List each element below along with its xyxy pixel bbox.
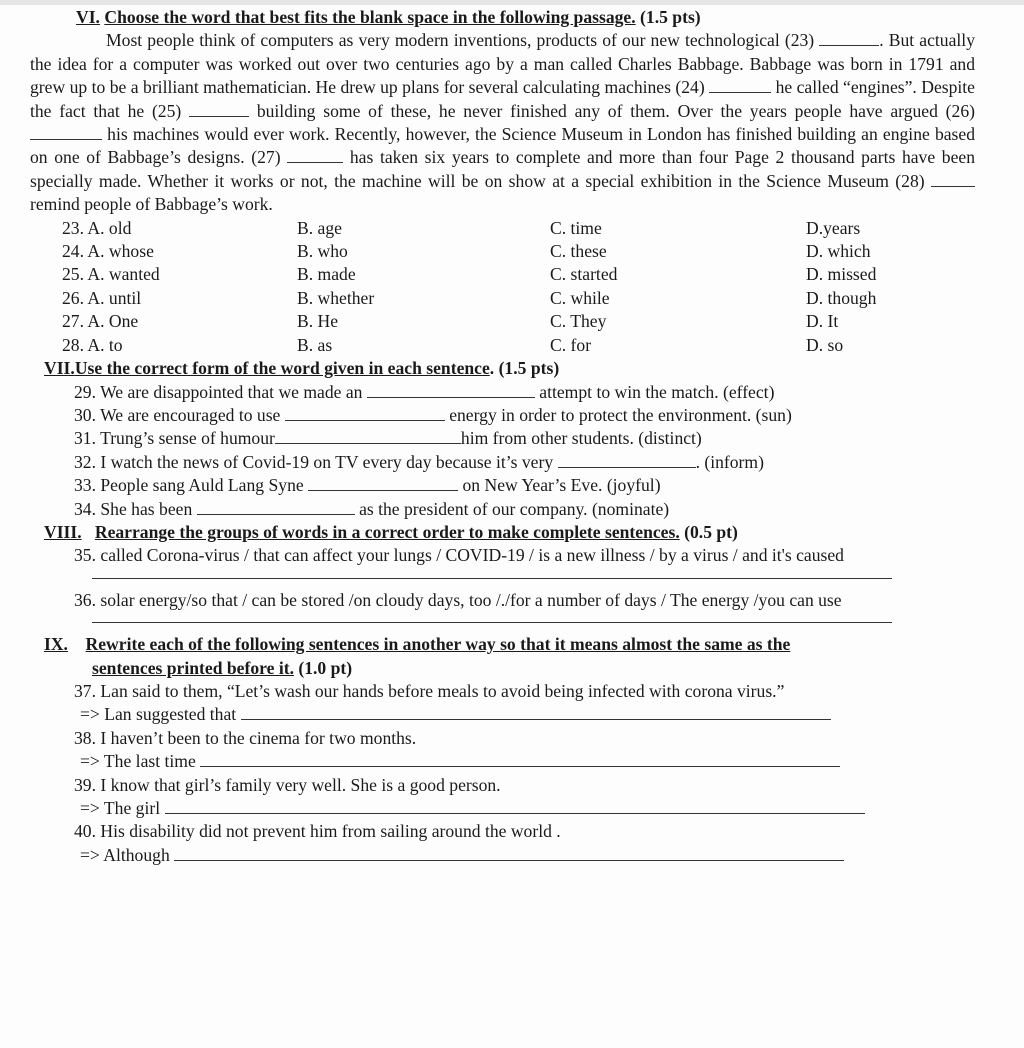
section-viii-title: Rearrange the groups of words in a correct order to make complete sentences. [94, 521, 680, 542]
section-vi-title: Choose the word that best fits the blank space in the following passage. [104, 7, 636, 27]
answer-blank[interactable] [165, 798, 865, 814]
passage-part-7: remind people of Babbage’s work. [30, 194, 273, 215]
passage-part-6: has taken six years to complete and more than four Page 2 thousand parts have been specially made. Whether it works or not, the machine will be on show at a special exhibition in the Science Museum (28) [30, 147, 975, 191]
answer-prompt: => The girl [80, 798, 161, 818]
passage-part-2: . But actually the idea for a computer was worked out over two centuries ago by a man called Charles Babbage. Babbage was born in 1791 and grew up to be a brilliant mathematician. He drew up plans for several calculating machines (24) [30, 30, 975, 98]
question-row [62, 287, 966, 310]
rewrite-answer [30, 750, 975, 773]
item-text: 32. I watch the news of Covid-19 on TV every day because it’s very [74, 451, 554, 472]
section-vi-heading [76, 6, 975, 29]
option-b[interactable]: B. as [297, 334, 333, 355]
question-row [62, 310, 966, 333]
option-d[interactable]: D. though [806, 287, 877, 308]
option-b[interactable]: B. He [297, 311, 339, 332]
section-ix-title-line-1: Rewrite each of the following sentences in another way so that it means almost the same as the [85, 634, 791, 655]
answer-blank[interactable] [174, 845, 844, 861]
options-table [62, 217, 966, 357]
option-c[interactable]: C. time [550, 217, 602, 238]
word-form-item [30, 451, 975, 474]
blank-25[interactable] [189, 101, 249, 117]
section-vii-heading [44, 357, 975, 380]
option-a[interactable]: 27. A. One [62, 311, 139, 332]
option-d[interactable]: D. missed [806, 264, 877, 285]
blank-24[interactable] [709, 77, 771, 93]
option-d[interactable]: D. so [806, 334, 844, 355]
blank-26[interactable] [30, 124, 102, 140]
section-vii-number: VII. [44, 358, 75, 379]
blank-27[interactable] [287, 147, 343, 163]
item-text: 31. Trung’s sense of humour [74, 428, 275, 449]
rearrange-item: 35. called Corona-virus / that can affect your lungs / COVID-19 / is a new illness / by a virus / and it's caused [74, 545, 844, 566]
question-row [62, 240, 966, 263]
answer-blank[interactable] [308, 475, 458, 491]
rewrite-answer [30, 844, 975, 867]
option-a[interactable]: 26. A. until [62, 287, 142, 308]
word-form-item [30, 427, 975, 450]
answer-prompt: => The last time [80, 751, 196, 772]
section-ix-points: (1.0 pt) [298, 657, 353, 678]
passage-part-4: building some of these, he never finished any of them. Over the years people have argued (26) [256, 100, 975, 121]
answer-blank[interactable] [367, 382, 535, 398]
item-text: 29. We are disappointed that we made an [74, 381, 363, 402]
question-row [62, 334, 966, 357]
answer-blank[interactable] [200, 751, 840, 767]
blank-23[interactable] [819, 30, 879, 46]
item-text: energy in order to protect the environment. (sun) [449, 404, 792, 425]
word-form-item [30, 498, 975, 521]
option-b[interactable]: B. who [297, 241, 348, 262]
rewrite-answer [30, 703, 975, 726]
item-text: 30. We are encouraged to use [74, 404, 281, 425]
section-ix-title-line-2: sentences printed before it. [92, 657, 294, 678]
item-text: him from other students. (distinct) [460, 428, 702, 449]
passage-part-5: his machines would ever work. Recently, however, the Science Museum in London has finished building an engine based on one of Babbage’s designs. (27) [30, 124, 975, 168]
answer-line[interactable] [92, 612, 892, 623]
rearrange-item: 36. solar energy/so that / can be stored /on cloudy days, too /./for a number of days / The energy /you can use [74, 589, 842, 610]
section-vii-title: Use the correct form of the word given in each sentence [74, 358, 490, 379]
item-text: as the president of our company. (nominate) [359, 498, 670, 519]
top-strip [0, 0, 1024, 5]
option-d[interactable]: D. which [806, 241, 871, 262]
item-text: . (inform) [695, 451, 764, 472]
option-b[interactable]: B. age [297, 217, 342, 238]
rewrite-answer [30, 797, 975, 820]
section-vi-points: (1.5 pts) [640, 7, 701, 27]
section-ix-heading [44, 633, 975, 656]
section-vii-points: . (1.5 pts) [489, 358, 560, 379]
blank-28[interactable] [931, 171, 975, 187]
option-a[interactable]: 25. A. wanted [62, 264, 160, 285]
answer-blank[interactable] [285, 405, 445, 421]
option-c[interactable]: C. They [550, 311, 607, 332]
section-ix-heading-2 [92, 657, 975, 680]
option-a[interactable]: 24. A. whose [62, 241, 154, 262]
passage-part-1: Most people think of computers as very modern inventions, products of our new technological (23) [106, 30, 815, 51]
option-b[interactable]: B. made [297, 264, 356, 285]
rewrite-question: 38. I haven’t been to the cinema for two months. [74, 727, 417, 748]
rewrite-question: 37. Lan said to them, “Let’s wash our hands before meals to avoid being infected with corona virus.” [74, 680, 785, 701]
answer-prompt: => Although [80, 844, 170, 865]
option-c[interactable]: C. for [550, 334, 592, 355]
word-form-item [30, 381, 975, 404]
answer-blank[interactable] [558, 452, 696, 468]
section-ix-number: IX. [44, 634, 68, 655]
option-c[interactable]: C. started [550, 264, 618, 285]
option-c[interactable]: C. these [550, 241, 607, 262]
option-b[interactable]: B. whether [297, 287, 375, 308]
question-row [62, 217, 966, 240]
passage [30, 29, 975, 216]
section-viii-number: VIII. [44, 521, 82, 542]
answer-blank[interactable] [275, 428, 461, 444]
word-form-item [30, 474, 975, 497]
worksheet [30, 6, 975, 867]
item-text: 34. She has been [74, 498, 193, 519]
option-d[interactable]: D.years [806, 217, 861, 238]
item-text: on New Year’s Eve. (joyful) [462, 475, 661, 496]
rewrite-question: 40. His disability did not prevent him from sailing around the world . [74, 821, 561, 842]
section-vi-number: VI. [76, 7, 100, 27]
answer-blank[interactable] [241, 704, 831, 720]
answer-line[interactable] [92, 568, 892, 579]
passage-part-3: he called “engines”. Despite the fact that he (25) [30, 77, 975, 121]
item-text: attempt to win the match. (effect) [539, 381, 775, 402]
item-text: 33. People sang Auld Lang Syne [74, 475, 304, 496]
question-row [62, 263, 966, 286]
section-viii-points: (0.5 pt) [684, 521, 738, 542]
option-c[interactable]: C. while [550, 287, 610, 308]
word-form-item [30, 404, 975, 427]
rewrite-question: 39. I know that girl’s family very well. She is a good person. [74, 774, 501, 795]
section-viii-heading [44, 521, 975, 544]
option-a[interactable]: 23. A. old [62, 217, 132, 238]
answer-blank[interactable] [197, 499, 355, 515]
answer-prompt: => Lan suggested that [80, 704, 237, 725]
option-a[interactable]: 28. A. to [62, 334, 123, 355]
option-d[interactable]: D. It [806, 311, 839, 332]
